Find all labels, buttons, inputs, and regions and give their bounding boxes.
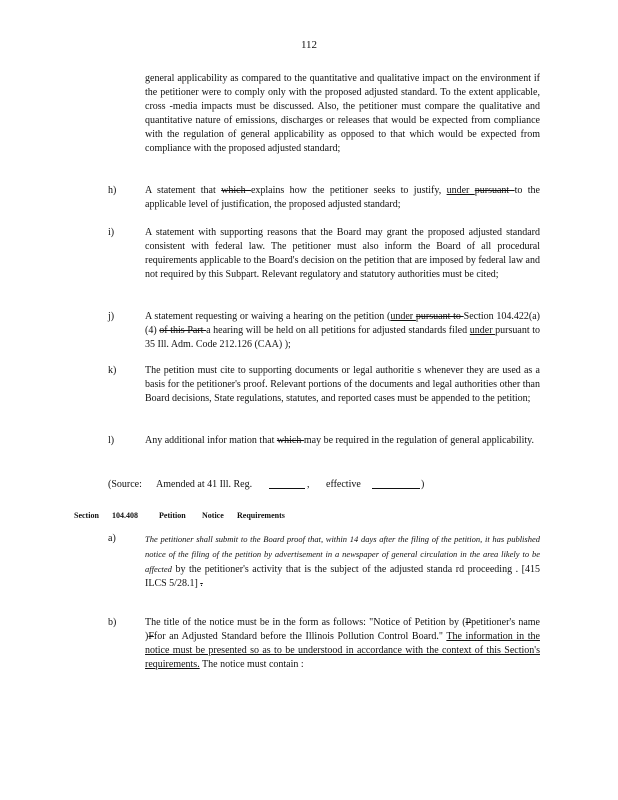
deleted-text: P — [465, 617, 472, 628]
deleted-text: which — [221, 185, 251, 196]
section-title-word: Petition — [159, 511, 186, 520]
item-text: The petitioner shall submit to the Board proof that, within 14 days after the filing of the petition, it has published notice of the filing of the petition by advertisement in a newspaper of general circulation in the area likely to be affected by the petitioner's activity that is the subject of the adjusted standa rd proceeding . [415 ILCS 5/28.1] . — [145, 534, 540, 589]
source-effective: effective — [326, 479, 361, 490]
source-close: ) — [421, 479, 425, 490]
source-amended: Amended at 41 Ill. Reg. — [156, 479, 253, 490]
item-label: k) — [108, 365, 117, 376]
item-label: h) — [108, 185, 117, 196]
item-label: b) — [108, 617, 117, 628]
deleted-text: pursuant — [474, 185, 515, 196]
statutory-quote: The petitioner shall submit to the Board proof that, within 14 days after the filing of the petition, it has published notice of the filing of the petition by advertisement in a newspaper of general circulation in the area likely to be affected — [145, 534, 540, 574]
section-number: 104.408 — [112, 511, 138, 520]
item-text: A statement with supporting reasons that the Board may grant the proposed adjusted standard consistent with federal law. The petitioner must also inform the Board of all procedural requirements applicable to the Board's decision on the petition that are imposed by federal law and not required by this Subpart. Relevant regulatory and statutory authorities must be cited; — [145, 227, 540, 280]
effective-date-blank — [372, 478, 420, 489]
item-text: Any additional infor mation that which may be required in the regulation of general applicability. — [145, 435, 534, 446]
item-text: A statement requesting or waiving a hearing on the petition (under pursuant to Section 104.422(a)(4) of this Part a hearing will be held on all petitions for adjusted standards filed under pursuant to 35 Ill. Adm. Code 212.126 (CAA) ); — [145, 311, 541, 350]
inserted-text: under — [390, 311, 416, 322]
deleted-text: . — [200, 578, 203, 589]
item-text: A statement that which explains how the petitioner seeks to justify, under pursuant to the applicable level of justification, the proposed adjusted standard; — [145, 185, 540, 210]
item-label: j) — [108, 311, 115, 322]
source-comma: , — [307, 479, 310, 490]
inserted-text: The information in the notice must be presented so as to be understood in accordance with the context of this Section's requirements. — [145, 631, 540, 670]
deleted-text: F — [148, 631, 154, 642]
deleted-text: of this Part — [159, 325, 207, 336]
inserted-text: under — [469, 325, 496, 336]
section-title-word: Requirements — [237, 511, 285, 520]
deleted-text: pursuant to — [415, 311, 464, 322]
item-label: l) — [108, 435, 115, 446]
section-label: Section — [74, 511, 99, 520]
deleted-text: which — [276, 435, 304, 446]
intro-paragraph: general applicability as compared to the quantitative and qualitative impact on the environment if the petitioner were to comply only with the proposed adjusted standard. To the extent applicable, cross -media impacts must be discussed. Also, the petitioner must compare the qualitative and quantitative nature of emissions, discharges or releases that would be expected from compliance with the regulation of general applicability as opposed to that which would be expected from compliance with the proposed adjusted standard; — [145, 73, 540, 154]
item-label: a) — [108, 533, 116, 544]
section-title-word: Notice — [202, 511, 224, 520]
page-number: 112 — [300, 39, 318, 51]
item-text: The title of the notice must be in the form as follows: "Notice of Petition by (Ppetitioner's name )Ffor an Adjusted Standard before the Illinois Pollution Control Board." The information in the notice must be presented so as to be understood in accordance with the context of this Section's requirements. The notice must contain : — [145, 617, 540, 670]
inserted-text: under — [446, 185, 475, 196]
source-open: (Source: — [108, 479, 142, 490]
item-text: The petition must cite to supporting documents or legal authoritie s whenever they are used as a basis for the petitioner's proof. Relevant portions of the documents and legal authorities other than Board decisions, State regulations, statutes, and reported cases must be appended to the petition; — [145, 365, 540, 404]
item-label: i) — [108, 227, 115, 238]
register-blank — [269, 478, 305, 489]
